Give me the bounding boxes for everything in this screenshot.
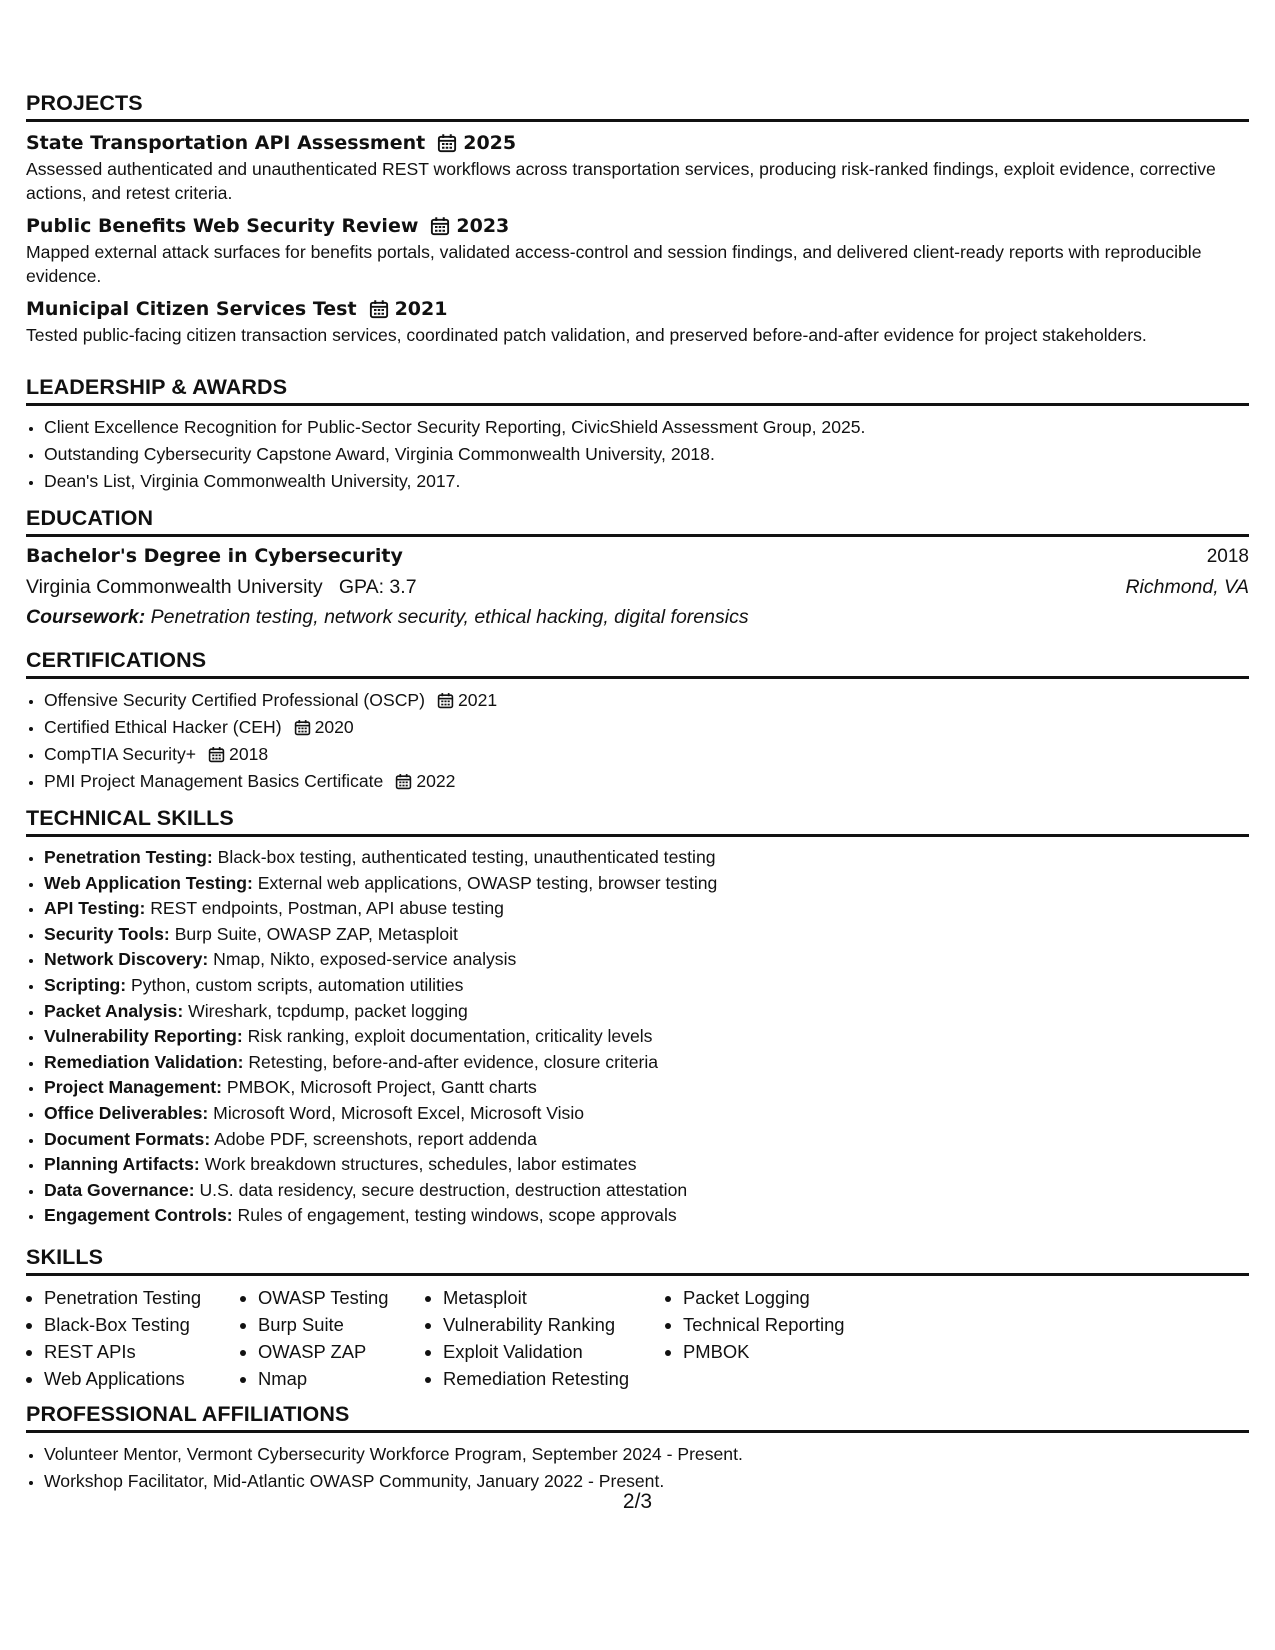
skill-item: • Remediation Retesting: [443, 1365, 665, 1392]
technical-skill-item: [44, 999, 1249, 1025]
technical-skill-label: Web Application Testing:: [44, 872, 253, 893]
project-year: 2025: [463, 132, 517, 154]
skill-item: • Technical Reporting: [683, 1311, 883, 1338]
gpa: GPA: 3.7: [338, 576, 417, 598]
skill-item: • Black-Box Testing: [44, 1311, 240, 1338]
technical-skill-item: [44, 1024, 1249, 1050]
project-year: 2023: [456, 215, 510, 237]
technical-skill-label: Scripting:: [44, 974, 127, 995]
technical-skill-label: Vulnerability Reporting:: [44, 1026, 243, 1047]
projects-section: [26, 90, 1249, 347]
technical-skill-value: Rules of engagement, testing windows, scope approvals: [237, 1205, 677, 1226]
affiliations-heading: PROFESSIONAL AFFILIATIONS: [26, 1401, 1249, 1433]
coursework-text: Penetration testing, network security, ethical hacking, digital forensics: [150, 606, 749, 628]
skill-item: • REST APIs: [44, 1338, 240, 1365]
technical-skills-list: [26, 845, 1249, 1229]
project-description: Tested public-facing citizen transaction services, coordinated patch validation, and preserved before-and-after evidence for project stakeholders.: [26, 325, 1147, 345]
technical-skills-section: [26, 805, 1249, 1229]
project-title-row: [26, 296, 1249, 322]
technical-skill-value: Wireshark, tcpdump, packet logging: [188, 1000, 468, 1021]
technical-skill-item: [44, 1101, 1249, 1127]
projects-heading: PROJECTS: [26, 90, 1249, 122]
technical-skill-item: [44, 1178, 1249, 1204]
technical-skill-label: Data Governance:: [44, 1179, 195, 1200]
certification-year: 2018: [229, 744, 269, 764]
affiliations-list: [26, 1441, 1249, 1495]
technical-skill-item: [44, 1152, 1249, 1178]
technical-skill-item: [44, 896, 1249, 922]
calendar-icon: [395, 773, 412, 790]
page-number: 2/3: [622, 1490, 653, 1513]
certification-name: • PMI Project Management Basics Certificate: [44, 771, 384, 791]
skills-column: [425, 1284, 665, 1392]
technical-skill-item: [44, 845, 1249, 871]
calendar-icon: [437, 133, 457, 153]
degree-year: 2018: [1206, 546, 1249, 567]
skill-item: • Web Applications: [44, 1365, 240, 1392]
certification-row: [44, 768, 1249, 795]
affiliation-item: • Workshop Facilitator, Mid-Atlantic OWASP Community, January 2022 - Present.: [44, 1468, 1249, 1495]
skills-column: [665, 1284, 883, 1392]
project-name: Public Benefits Web Security Review: [26, 215, 419, 237]
technical-skill-value: PMBOK, Microsoft Project, Gantt charts: [226, 1077, 537, 1098]
technical-skill-item: [44, 871, 1249, 897]
technical-skill-label: Remediation Validation:: [44, 1051, 244, 1072]
technical-skill-item: [44, 1050, 1249, 1076]
skill-item: • OWASP ZAP: [258, 1338, 425, 1365]
project-title-row: [26, 213, 1249, 239]
leadership-section: [26, 374, 1249, 495]
technical-skill-item: [44, 922, 1249, 948]
technical-skill-label: Document Formats:: [44, 1128, 211, 1149]
skill-item: • Penetration Testing: [44, 1284, 240, 1311]
technical-skill-item: [44, 1127, 1249, 1153]
technical-skill-value: Retesting, before-and-after evidence, closure criteria: [248, 1051, 659, 1072]
project-entry: [26, 296, 1249, 347]
technical-skill-item: [44, 1203, 1249, 1229]
project-description: Assessed authenticated and unauthenticated REST workflows across transportation services, producing risk-ranked findings, exploit evidence, corrective actions, and retest criteria.: [26, 159, 1216, 203]
technical-skill-value: Black-box testing, authenticated testing, unauthenticated testing: [217, 847, 716, 867]
calendar-icon: [208, 746, 225, 763]
certification-item: [44, 741, 1249, 768]
calendar-icon: [369, 299, 389, 319]
technical-skill-label: Project Management:: [44, 1077, 222, 1098]
certification-row: [44, 714, 1249, 741]
technical-skill-value: Adobe PDF, screenshots, report addenda: [214, 1128, 537, 1149]
certification-name: • Certified Ethical Hacker (CEH): [44, 717, 282, 737]
technical-skill-value: Burp Suite, OWASP ZAP, Metasploit: [174, 923, 458, 944]
leadership-heading: LEADERSHIP & AWARDS: [26, 374, 1249, 406]
project-description: Mapped external attack surfaces for benefits portals, validated access-control and session findings, and delivered client-ready reports with reproducible evidence.: [26, 242, 1202, 286]
leadership-list: [26, 414, 1249, 495]
affiliations-section: [26, 1401, 1249, 1495]
skills-section: [26, 1244, 1249, 1392]
technical-skill-value: Nmap, Nikto, exposed-service analysis: [213, 949, 517, 970]
technical-skill-label: Security Tools:: [44, 923, 170, 944]
skills-column: [26, 1284, 240, 1392]
calendar-icon: [294, 719, 311, 736]
education-entry: [26, 541, 1249, 632]
certification-item: [44, 768, 1249, 795]
education-heading: EDUCATION: [26, 505, 1249, 537]
coursework-label: Coursework:: [26, 606, 146, 628]
projects-list: [26, 130, 1249, 347]
school-location: Richmond, VA: [1125, 576, 1249, 598]
degree-title: Bachelor's Degree in Cybersecurity: [26, 545, 403, 567]
certifications-section: [26, 647, 1249, 795]
technical-skill-label: API Testing:: [44, 898, 146, 919]
technical-skills-heading: TECHNICAL SKILLS: [26, 805, 1249, 837]
technical-skill-label: Engagement Controls:: [44, 1205, 233, 1226]
project-entry: [26, 213, 1249, 288]
skills-column: [240, 1284, 425, 1392]
technical-skill-label: Penetration Testing:: [44, 847, 213, 867]
certification-item: [44, 714, 1249, 741]
project-name: State Transportation API Assessment: [26, 132, 426, 154]
project-year: 2021: [394, 298, 448, 320]
skill-item: • PMBOK: [683, 1338, 883, 1365]
technical-skill-item: [44, 1075, 1249, 1101]
project-entry: [26, 130, 1249, 205]
certification-name: • CompTIA Security+: [44, 744, 197, 764]
school-line: [26, 572, 417, 602]
certification-row: [44, 741, 1249, 768]
technical-skill-value: U.S. data residency, secure destruction, destruction attestation: [199, 1179, 688, 1200]
education-section: [26, 505, 1249, 632]
technical-skill-item: [44, 947, 1249, 973]
skill-item: • Nmap: [258, 1365, 425, 1392]
skill-item: • Packet Logging: [683, 1284, 883, 1311]
certification-row: [44, 687, 1249, 714]
award-item: • Dean's List, Virginia Commonwealth University, 2017.: [44, 468, 1249, 495]
award-item: • Client Excellence Recognition for Public-Sector Security Reporting, CivicShield Assessment Group, 2025.: [44, 414, 1249, 441]
calendar-icon: [430, 216, 450, 236]
technical-skill-label: Network Discovery:: [44, 949, 209, 970]
skill-item: • Metasploit: [443, 1284, 665, 1311]
skills-heading: SKILLS: [26, 1244, 1249, 1276]
project-title-row: [26, 130, 1249, 156]
technical-skill-value: Microsoft Word, Microsoft Excel, Microsoft Visio: [213, 1102, 585, 1123]
skills-columns: [26, 1284, 1249, 1392]
skill-item: • Exploit Validation: [443, 1338, 665, 1365]
school-name: Virginia Commonwealth University: [26, 576, 323, 598]
certification-name: • Offensive Security Certified Professional (OSCP): [44, 690, 426, 710]
technical-skill-item: [44, 973, 1249, 999]
technical-skill-value: Python, custom scripts, automation utilities: [131, 974, 464, 995]
technical-skill-value: Risk ranking, exploit documentation, criticality levels: [247, 1026, 653, 1047]
award-item: • Outstanding Cybersecurity Capstone Award, Virginia Commonwealth University, 2018.: [44, 441, 1249, 468]
certifications-heading: CERTIFICATIONS: [26, 647, 1249, 679]
affiliation-item: • Volunteer Mentor, Vermont Cybersecurity Workforce Program, September 2024 - Present.: [44, 1441, 1249, 1468]
skill-item: • OWASP Testing: [258, 1284, 425, 1311]
technical-skill-label: Office Deliverables:: [44, 1102, 209, 1123]
skill-item: • Vulnerability Ranking: [443, 1311, 665, 1338]
certification-year: 2021: [458, 690, 498, 710]
technical-skill-value: Work breakdown structures, schedules, labor estimates: [204, 1154, 637, 1175]
certification-item: [44, 687, 1249, 714]
certification-year: 2020: [314, 717, 354, 737]
technical-skill-value: External web applications, OWASP testing, browser testing: [257, 872, 718, 893]
technical-skill-value: REST endpoints, Postman, API abuse testing: [150, 898, 504, 919]
skill-item: • Burp Suite: [258, 1311, 425, 1338]
certification-year: 2022: [416, 771, 456, 791]
certifications-list: [26, 687, 1249, 795]
technical-skill-label: Packet Analysis:: [44, 1000, 184, 1021]
coursework-line: [26, 602, 1249, 632]
project-name: Municipal Citizen Services Test: [26, 298, 357, 320]
technical-skill-label: Planning Artifacts:: [44, 1154, 200, 1175]
calendar-icon: [437, 692, 454, 709]
